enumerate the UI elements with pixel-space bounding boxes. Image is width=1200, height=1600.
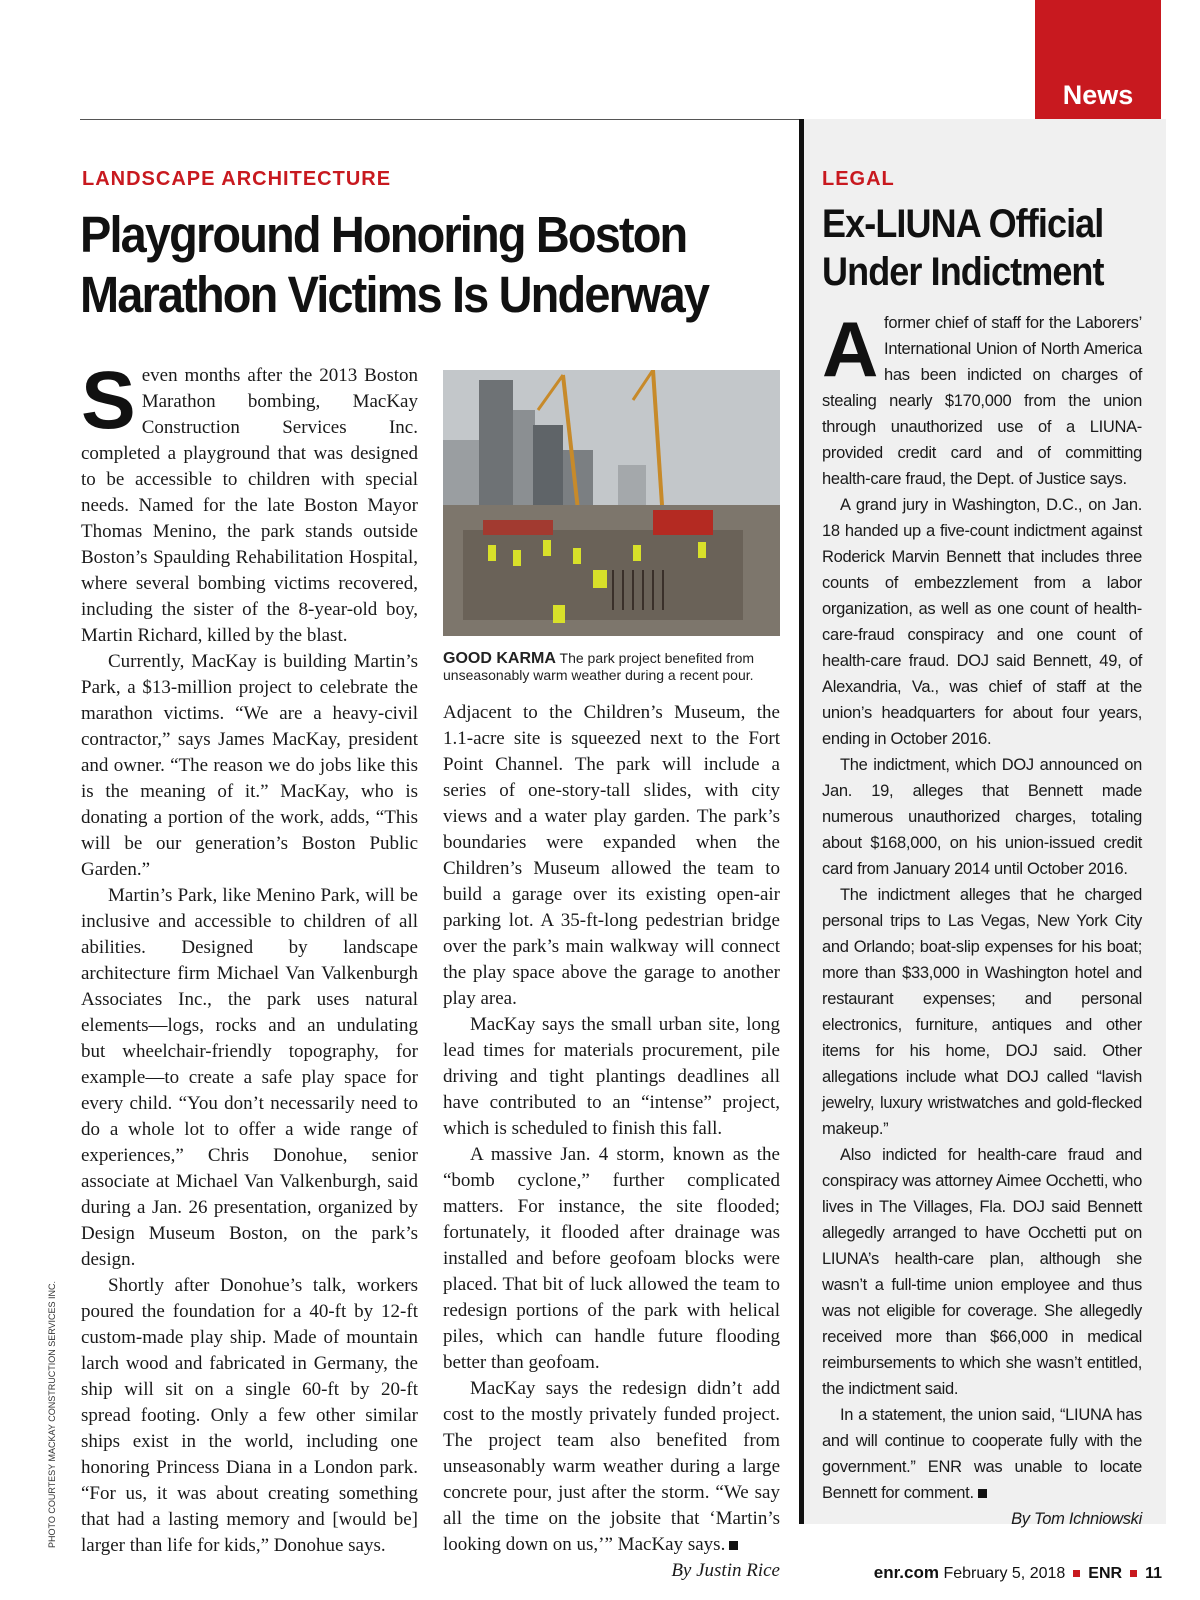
page-number: 11 [1145,1565,1162,1582]
main-column-1 [81,355,418,1559]
caption-text: The park project benefited from unseasonably warm weather during a recent pour. [443,650,755,683]
main-paragraph-4: Shortly after Donohue’s talk, workers poured the foundation for a 40-ft by 12-ft custom-made play ship. Made of mountain larch wood and fabricated in Germany, the ship will sit on a single 60-ft by 20-ft spread footing. Only a few other similar ships exist in the world, including one honoring Princess Diana in a London park. “For us, it was about creating something that had a lasting memory and [would be] larger than life for kids,” Donohue says. [81,1275,418,1556]
sidebar-paragraph-4: The indictment alleges that he charged personal trips to Las Vegas, New York City and Orlando; boat-slip expenses for his boat; more than $33,000 in Washington hotel and restaurant expenses; and personal electronics, furniture, antiques and other items for his home, DOJ said. Other allegations include what DOJ called “lavish jewelry, luxury wristwatches and gold-flecked makeup.” [822,886,1142,1138]
main-paragraph-3: Martin’s Park, like Menino Park, will be inclusive and accessible to children of all abilities. Designed by landscape architecture firm Michael Van Valkenburgh Associates Inc., the park uses natural elements—logs, rocks and an undulating but wheelchair-friendly topography, for example—to create a safe play space for every child. “You don’t necessarily need to do a whole lot to offer a wide range of experiences,” Chris Donohue, senior associate at Michael Van Valkenburgh, said during a Jan. 26 presentation, organized by Design Museum Boston, on the park’s design. [81,885,418,1270]
main-paragraph-2: Currently, MacKay is building Martin’s Park, a $13-million project to celebrate the marathon victims. “We are a heavy-civil contractor,” says James MacKay, president and owner. “The reason we do jobs like this is the meaning of it.” MacKay, who is donating a portion of the work, adds, “This will be our generation’s Boston Public Garden.” [81,651,418,880]
sidebar-end-mark [978,1489,987,1498]
photo-caption [443,650,783,684]
footer-brand: ENR [1088,1565,1123,1582]
main-paragraph-1: Seven months after the 2013 Boston Marathon bombing, MacKay Construction Services Inc. completed a playground that was designed to be accessible to children with special needs. Named for the late Boston Mayor Thomas Menino, the park stands outside Boston’s Spaulding Rehabilitation Hospital, where several bombing victims recovered, including the sister of the 8-year-old boy, Martin Richard, killed by the blast. [81,355,418,646]
main-column-2 [443,700,780,1584]
main-paragraph-5: Adjacent to the Children’s Museum, the 1.1-acre site is squeezed next to the Fort Point Channel. The park will include a series of one-story-tall slides, with city views and a water play garden. The park’s boundaries were expanded when the Children’s Museum allowed the team to build a garage over its existing open-air parking lot. A 35-ft-long pedestrian bridge over the park’s main walkway will connect the play space above the garage to another play area. [443,702,780,1009]
sidebar-paragraph-1: Aformer chief of staff for the Laborers’ International Union of North America has been indicted on charges of stealing nearly $170,000 from the union through unauthorized use of a LIUNA-provided credit card and of committing health-care fraud, the Dept. of Justice says. [822,305,1142,488]
footer-date: February 5, 2018 [943,1565,1066,1582]
sidebar-paragraph-6: In a statement, the union said, “LIUNA has and will continue to cooperate fully with the government.” ENR was unable to locate Bennett for comment. [822,1406,1142,1502]
main-kicker: LANDSCAPE ARCHITECTURE [82,168,392,190]
sidebar-kicker: LEGAL [822,168,895,190]
footer-separator [1073,1570,1080,1577]
caption-title: GOOD KARMA [443,650,556,667]
footer-separator [1130,1570,1137,1577]
main-byline: By Justin Rice [671,1560,780,1581]
main-paragraph-7: A massive Jan. 4 storm, known as the “bomb cyclone,” further complicated matters. For instance, the site flooded; fortunately, it flooded after drainage was installed and before geofoam blocks were placed. That bit of luck allowed the team to redesign portions of the park with helical piles, which can handle future flooding better than geofoam. [443,1144,780,1373]
drop-cap: S [81,355,136,446]
footer-site: enr.com [873,1563,939,1582]
sidebar-paragraph-2: A grand jury in Washington, D.C., on Jan. 18 handed up a five-count indictment against Roderick Marvin Bennett that includes three counts of embezzlement from a labor organization, as well as one count of health-care-fraud conspiracy and one count of health-care fraud. DOJ said Bennett, 49, of Alexandria, Va., was chief of staff at the union’s headquarters for about four years, ending in October 2016. [822,496,1142,748]
sidebar-byline: By Tom Ichniowski [1011,1510,1142,1528]
end-mark [729,1541,738,1550]
photo-credit: PHOTO COURTESY MACKAY CONSTRUCTION SERVICES INC. [47,1280,57,1548]
sidebar-paragraph-5: Also indicted for health-care fraud and conspiracy was attorney Aimee Occhetti, who lives in The Villages, Fla. DOJ said Bennett allegedly arranged to have Occhetti put on LIUNA’s health-care plan, although she wasn’t a full-time union employee and thus was not eligible for coverage. She allegedly received more than $66,000 in medical reimbursements to which she wasn’t entitled, the indictment said. [822,1146,1142,1398]
page-footer [874,1563,1162,1583]
main-headline: Playground Honoring Boston Marathon Victims Is Underway [80,206,709,323]
sidebar-headline: Ex-LIUNA Official Under Indictment [822,202,1104,294]
section-tab: News [1035,0,1161,119]
sidebar-drop-cap: A [822,305,879,393]
sidebar-text [822,305,1142,1532]
sidebar-paragraph-3: The indictment, which DOJ announced on Jan. 19, alleges that Bennett made numerous unauthorized charges, totaling about $168,000, on his union-issued credit card from January 2014 until October 2016. [822,756,1142,878]
construction-photo [443,370,780,636]
main-paragraph-8: MacKay says the redesign didn’t add cost to the mostly privately funded project. The project team also benefited from unseasonably warm weather during a large concrete pour, just after the storm. “We say all the time on the jobsite that ‘Martin’s looking down on us,’” MacKay says. [443,1378,780,1555]
main-paragraph-6: MacKay says the small urban site, long lead times for materials procurement, pile driving and tight plantings deadlines all have contributed to an “intense” project, which is scheduled to finish this fall. [443,1014,780,1139]
